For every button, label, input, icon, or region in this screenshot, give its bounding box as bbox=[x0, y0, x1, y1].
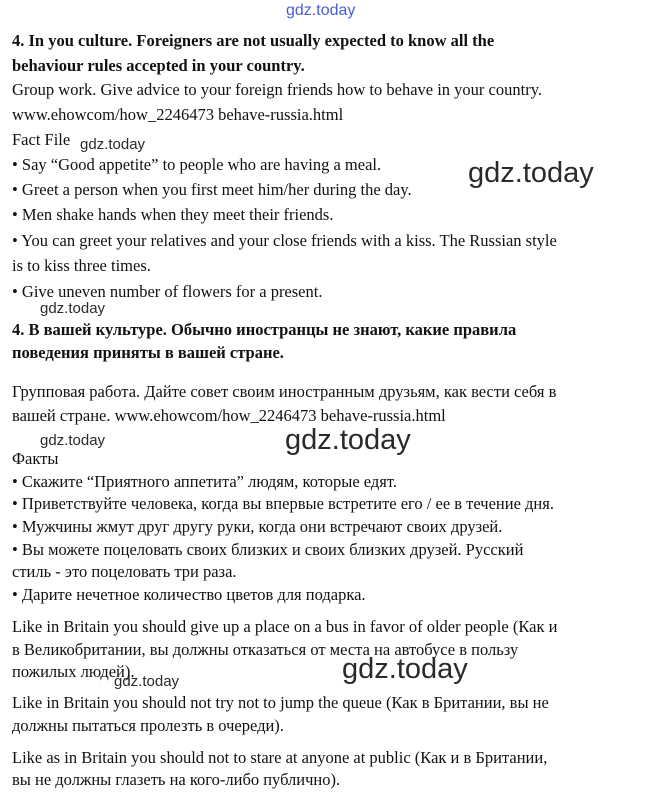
english-fact-4: • You can greet your relatives and your close friends with a kiss. The Russian style bbox=[12, 231, 557, 250]
english-task-line-1: Group work. Give advice to your foreign friends how to behave in your country. bbox=[12, 80, 542, 99]
watermark-small-3: gdz.today bbox=[40, 432, 106, 449]
answer-1-line-1: Like in Britain you should give up a place on a bus in favor of older people (Как и bbox=[12, 617, 558, 636]
english-fact-5: • Give uneven number of flowers for a present. bbox=[12, 282, 323, 301]
russian-facts-title: Факты bbox=[12, 449, 59, 468]
english-heading-line-2: behaviour rules accepted in your country. bbox=[12, 56, 305, 75]
watermark-large-2: gdz.today bbox=[285, 424, 411, 456]
english-task-line-2: www.ehowcom/how_2246473 behave-russia.html bbox=[12, 105, 344, 124]
watermark-small-4: gdz.today bbox=[114, 673, 180, 690]
fact-file-title: Fact File bbox=[12, 130, 71, 149]
watermark-top: gdz.today bbox=[286, 2, 356, 19]
english-heading-line-1: 4. In you culture. Foreigners are not usually expected to know all the bbox=[12, 31, 495, 50]
russian-task-line-1: Групповая работа. Дайте совет своим иностранным друзьям, как вести себя в bbox=[12, 382, 557, 401]
watermark-small-1: gdz.today bbox=[80, 136, 146, 153]
russian-fact-1: • Скажите “Приятного аппетита” людям, которые едят. bbox=[12, 472, 397, 491]
watermark-small-2: gdz.today bbox=[40, 300, 106, 317]
english-fact-1: • Say “Good appetite” to people who are having a meal. bbox=[12, 155, 382, 174]
watermark-large-3: gdz.today bbox=[342, 653, 468, 685]
answer-3-line-2: вы не должны глазеть на кого-либо публично). bbox=[12, 770, 341, 789]
russian-fact-5: • Дарите нечетное количество цветов для подарка. bbox=[12, 585, 366, 604]
watermark-large-1: gdz.today bbox=[468, 157, 594, 189]
russian-fact-3: • Мужчины жмут друг другу руки, когда они встречают своих друзей. bbox=[12, 517, 503, 536]
russian-fact-4-continued: стиль - это поцеловать три раза. bbox=[12, 562, 237, 581]
english-fact-3: • Men shake hands when they meet their friends. bbox=[12, 205, 334, 224]
answer-1-line-3: пожилых людей). bbox=[12, 662, 135, 681]
english-fact-2: • Greet a person when you first meet him/her during the day. bbox=[12, 180, 412, 199]
answer-2-line-2: должны пытаться пролезть в очереди). bbox=[12, 716, 284, 735]
russian-heading-line-2: поведения приняты в вашей стране. bbox=[12, 343, 284, 362]
answer-1-line-2: в Великобритании, вы должны отказаться от места на автобусе в пользу bbox=[12, 640, 519, 659]
english-fact-4-continued: is to kiss three times. bbox=[12, 256, 151, 275]
answer-3-line-1: Like as in Britain you should not to stare at anyone at public (Как и в Британии, bbox=[12, 748, 548, 767]
russian-heading-line-1: 4. В вашей культуре. Обычно иностранцы не знают, какие правила bbox=[12, 320, 517, 339]
answer-2-line-1: Like in Britain you should not try not to jump the queue (Как в Британии, вы не bbox=[12, 693, 549, 712]
russian-fact-4: • Вы можете поцеловать своих близких и своих близких друзей. Русский bbox=[12, 540, 524, 559]
russian-task-line-2: вашей стране. www.ehowcom/how_2246473 behave-russia.html bbox=[12, 406, 446, 425]
russian-fact-2: • Приветствуйте человека, когда вы впервые встретите его / ее в течение дня. bbox=[12, 494, 554, 513]
